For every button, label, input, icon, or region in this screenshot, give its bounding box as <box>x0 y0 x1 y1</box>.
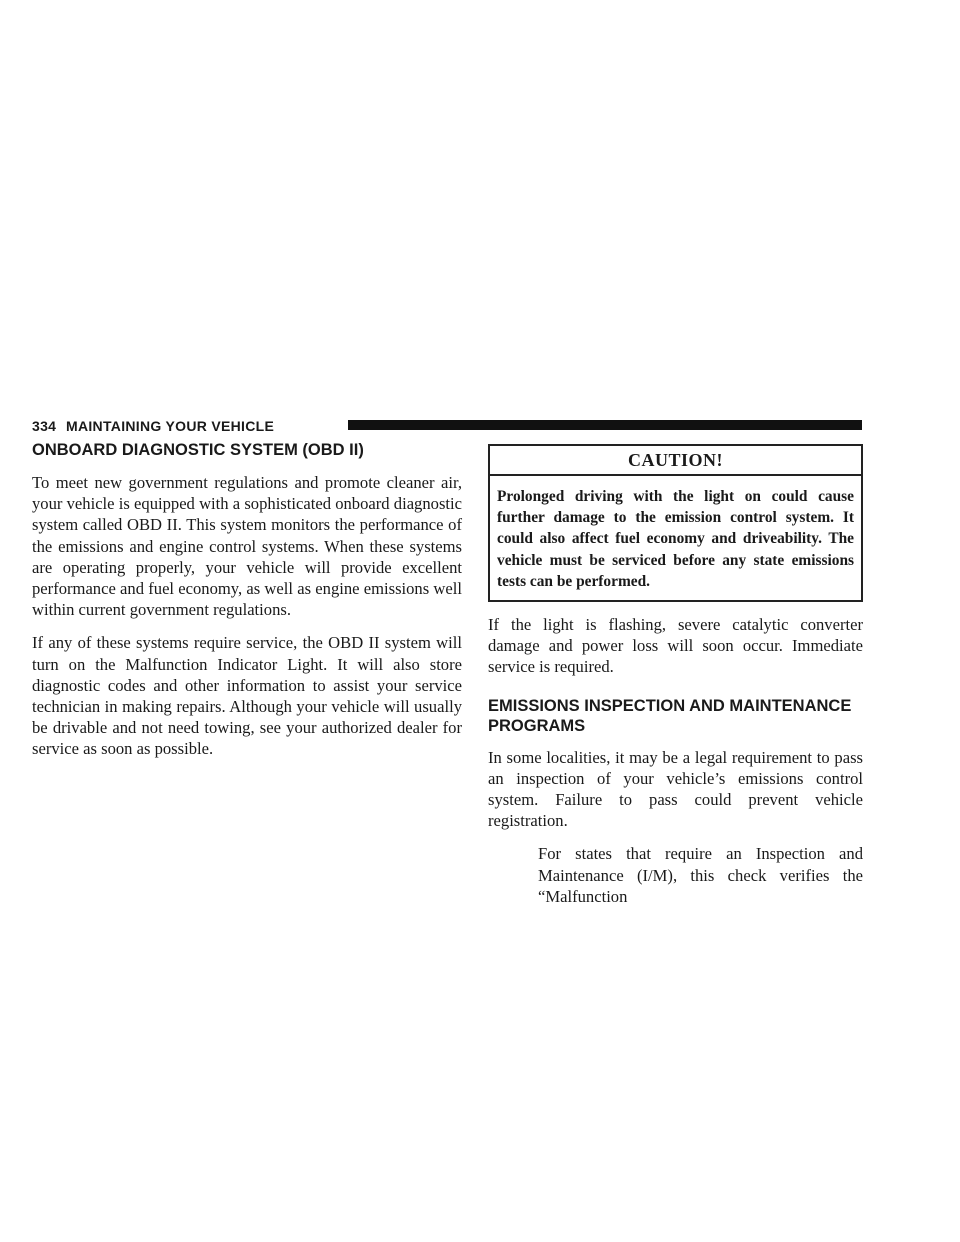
flashing-light-paragraph: If the light is flashing, severe catalytic converter damage and power loss will soon occur. Immediate service is required. <box>488 615 863 677</box>
obd-paragraph-2: If any of these systems require service, the OBD II system will turn on the Malfunction Indicator Light. It will also store diagnostic codes and other information to assist your service technician in making repairs. Although your vehicle will usually be drivable and not need towing, see your authorized dealer for service as soon as possible. <box>32 633 462 759</box>
header-rule <box>348 420 862 430</box>
left-column <box>32 440 462 772</box>
caution-box <box>488 444 863 602</box>
emissions-paragraph-1: In some localities, it may be a legal requirement to pass an inspection of your vehicle’s emissions control system. Failure to pass could prevent vehicle registration. <box>488 747 863 831</box>
caution-body: Prolonged driving with the light on could cause further damage to the emission control system. It could also affect fuel economy and driveability. The vehicle must be serviced before any state emissions tests can be performed. <box>497 488 854 590</box>
caution-title: CAUTION! <box>490 446 861 476</box>
obd-paragraph-1: To meet new government regulations and promote cleaner air, your vehicle is equipped with a sophisticated onboard diagnostic system called OBD II. This system monitors the performance of the emissions and engine control systems. When these systems are operating properly, your vehicle will provide excellent performance and fuel economy, as well as engine emissions well within current government regulations. <box>32 473 462 620</box>
page-header <box>32 418 862 434</box>
emissions-heading: EMISSIONS INSPECTION AND MAINTENANCE PROGRAMS <box>488 696 852 735</box>
right-column <box>488 444 863 919</box>
section-title: MAINTAINING YOUR VEHICLE <box>66 418 275 434</box>
emissions-paragraph-2: For states that require an Inspection and Maintenance (I/M), this check verifies the “Malfunction <box>538 844 863 906</box>
page-number: 334 <box>32 418 57 434</box>
obd-heading: ONBOARD DIAGNOSTIC SYSTEM (OBD II) <box>32 441 364 459</box>
